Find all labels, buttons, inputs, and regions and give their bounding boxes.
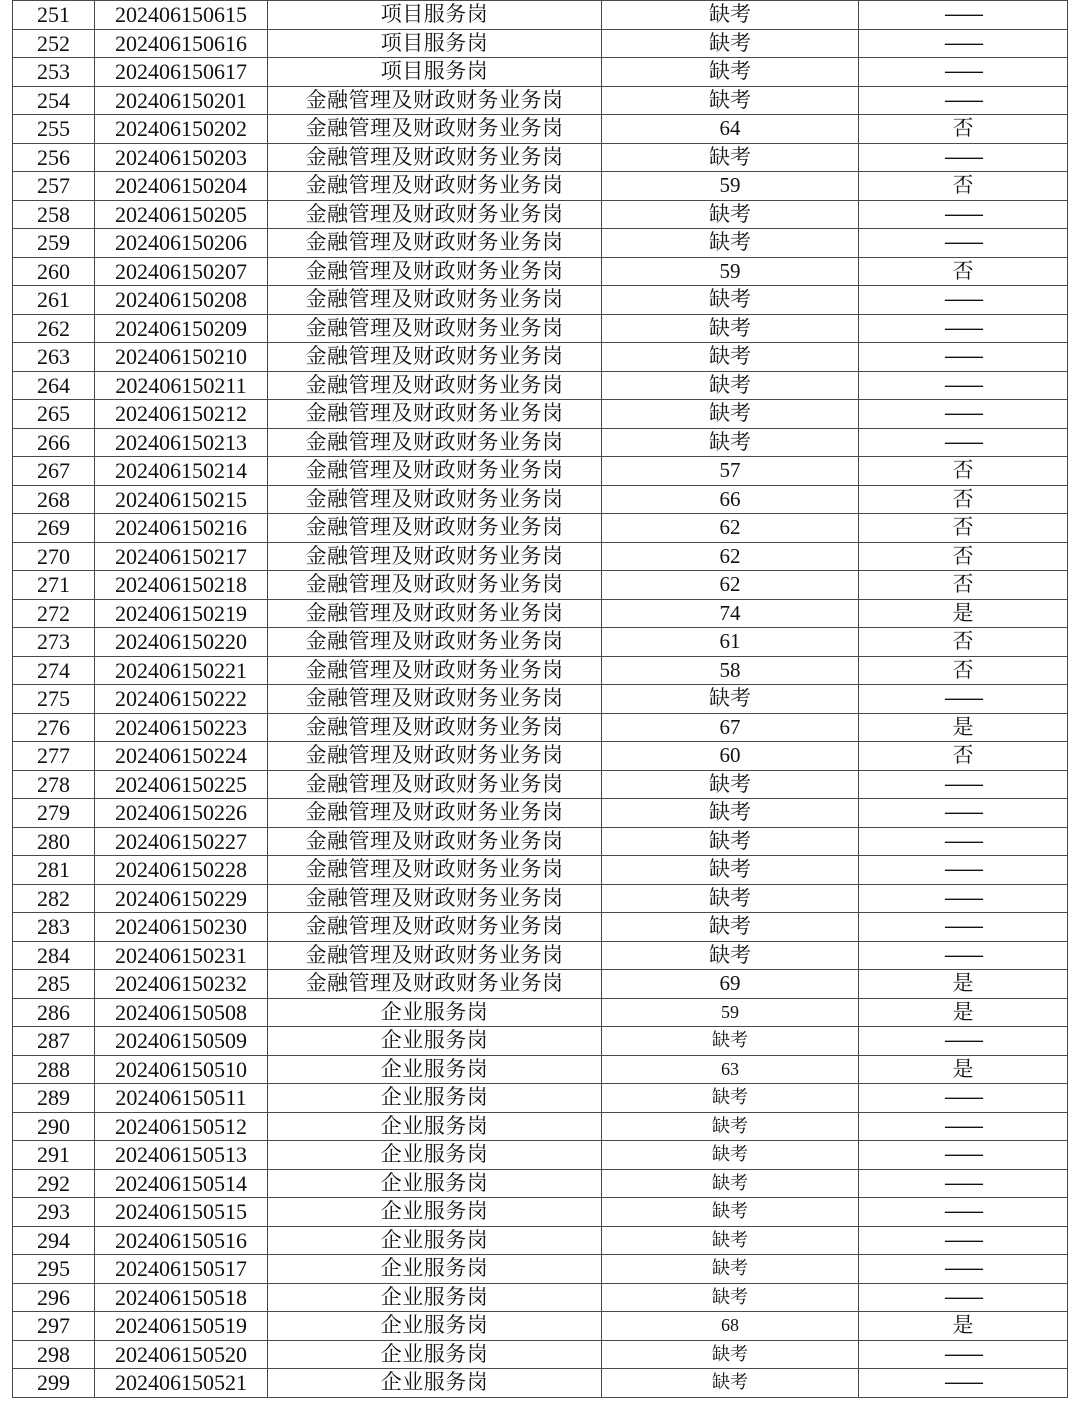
qualified-cell: 是	[859, 599, 1068, 628]
table-row	[13, 1055, 1068, 1084]
qualified-cell: 否	[859, 457, 1068, 486]
score-cell: 58	[602, 656, 859, 685]
row-number-cell: 296	[13, 1283, 95, 1312]
table-row	[13, 913, 1068, 942]
score-cell: 缺考	[602, 1141, 859, 1170]
exam-number-cell: 202406150225	[95, 770, 268, 799]
table-row	[13, 286, 1068, 315]
score-cell: 缺考	[602, 314, 859, 343]
post-name-cell: 金融管理及财政财务业务岗	[268, 86, 602, 115]
exam-number-cell: 202406150223	[95, 713, 268, 742]
row-number-cell: 297	[13, 1312, 95, 1341]
score-cell: 缺考	[602, 941, 859, 970]
exam-number-cell: 202406150210	[95, 343, 268, 372]
post-name-cell: 金融管理及财政财务业务岗	[268, 172, 602, 201]
row-number-cell: 280	[13, 827, 95, 856]
row-number-cell: 277	[13, 742, 95, 771]
score-cell: 缺考	[602, 286, 859, 315]
score-cell: 59	[602, 257, 859, 286]
table-row	[13, 1255, 1068, 1284]
exam-number-cell: 202406150517	[95, 1255, 268, 1284]
row-number-cell: 285	[13, 970, 95, 999]
row-number-cell: 278	[13, 770, 95, 799]
qualified-cell: ——	[859, 799, 1068, 828]
qualified-cell: 否	[859, 115, 1068, 144]
exam-number-cell: 202406150214	[95, 457, 268, 486]
qualified-cell: ——	[859, 941, 1068, 970]
table-row	[13, 257, 1068, 286]
table-row	[13, 1369, 1068, 1398]
post-name-cell: 金融管理及财政财务业务岗	[268, 457, 602, 486]
score-cell: 缺考	[602, 799, 859, 828]
row-number-cell: 260	[13, 257, 95, 286]
qualified-cell: ——	[859, 770, 1068, 799]
post-name-cell: 金融管理及财政财务业务岗	[268, 571, 602, 600]
qualified-cell: ——	[859, 913, 1068, 942]
post-name-cell: 企业服务岗	[268, 1369, 602, 1398]
table-row	[13, 770, 1068, 799]
qualified-cell: ——	[859, 884, 1068, 913]
row-number-cell: 299	[13, 1369, 95, 1398]
exam-number-cell: 202406150519	[95, 1312, 268, 1341]
post-name-cell: 项目服务岗	[268, 29, 602, 58]
score-cell: 缺考	[602, 1226, 859, 1255]
qualified-cell: 是	[859, 713, 1068, 742]
score-cell: 缺考	[602, 1112, 859, 1141]
qualified-cell: 否	[859, 571, 1068, 600]
table-row	[13, 1312, 1068, 1341]
score-cell: 67	[602, 713, 859, 742]
table-row	[13, 884, 1068, 913]
row-number-cell: 294	[13, 1226, 95, 1255]
table-row	[13, 457, 1068, 486]
exam-number-cell: 202406150209	[95, 314, 268, 343]
row-number-cell: 295	[13, 1255, 95, 1284]
score-cell: 缺考	[602, 827, 859, 856]
table-row	[13, 998, 1068, 1027]
row-number-cell: 258	[13, 200, 95, 229]
exam-number-cell: 202406150510	[95, 1055, 268, 1084]
post-name-cell: 金融管理及财政财务业务岗	[268, 485, 602, 514]
exam-number-cell: 202406150211	[95, 371, 268, 400]
post-name-cell: 企业服务岗	[268, 1084, 602, 1113]
row-number-cell: 290	[13, 1112, 95, 1141]
table-row	[13, 229, 1068, 258]
row-number-cell: 269	[13, 514, 95, 543]
post-name-cell: 企业服务岗	[268, 1340, 602, 1369]
score-cell: 缺考	[602, 856, 859, 885]
exam-number-cell: 202406150227	[95, 827, 268, 856]
score-cell: 缺考	[602, 400, 859, 429]
qualified-cell: ——	[859, 1141, 1068, 1170]
score-cell: 69	[602, 970, 859, 999]
exam-number-cell: 202406150207	[95, 257, 268, 286]
qualified-cell: ——	[859, 200, 1068, 229]
qualified-cell: 否	[859, 485, 1068, 514]
score-cell: 缺考	[602, 1084, 859, 1113]
table-row	[13, 1112, 1068, 1141]
post-name-cell: 企业服务岗	[268, 1112, 602, 1141]
table-row	[13, 1340, 1068, 1369]
table-row	[13, 941, 1068, 970]
qualified-cell: ——	[859, 1340, 1068, 1369]
score-cell: 缺考	[602, 200, 859, 229]
table-row	[13, 172, 1068, 201]
row-number-cell: 286	[13, 998, 95, 1027]
qualified-cell: ——	[859, 286, 1068, 315]
post-name-cell: 金融管理及财政财务业务岗	[268, 913, 602, 942]
table-row	[13, 400, 1068, 429]
score-cell: 64	[602, 115, 859, 144]
exam-number-cell: 202406150204	[95, 172, 268, 201]
row-number-cell: 255	[13, 115, 95, 144]
row-number-cell: 292	[13, 1169, 95, 1198]
exam-number-cell: 202406150216	[95, 514, 268, 543]
post-name-cell: 金融管理及财政财务业务岗	[268, 400, 602, 429]
exam-number-cell: 202406150615	[95, 1, 268, 30]
post-name-cell: 金融管理及财政财务业务岗	[268, 628, 602, 657]
score-cell: 缺考	[602, 86, 859, 115]
score-cell: 缺考	[602, 428, 859, 457]
row-number-cell: 283	[13, 913, 95, 942]
table-row	[13, 143, 1068, 172]
qualified-cell: ——	[859, 400, 1068, 429]
table-body	[13, 1, 1068, 1398]
exam-number-cell: 202406150513	[95, 1141, 268, 1170]
score-cell: 62	[602, 542, 859, 571]
table-row	[13, 713, 1068, 742]
table-row	[13, 656, 1068, 685]
score-cell: 缺考	[602, 1340, 859, 1369]
qualified-cell: ——	[859, 58, 1068, 87]
row-number-cell: 288	[13, 1055, 95, 1084]
row-number-cell: 293	[13, 1198, 95, 1227]
qualified-cell: ——	[859, 86, 1068, 115]
score-cell: 缺考	[602, 913, 859, 942]
qualified-cell: ——	[859, 856, 1068, 885]
qualified-cell: 是	[859, 970, 1068, 999]
exam-number-cell: 202406150213	[95, 428, 268, 457]
post-name-cell: 金融管理及财政财务业务岗	[268, 343, 602, 372]
row-number-cell: 266	[13, 428, 95, 457]
exam-number-cell: 202406150218	[95, 571, 268, 600]
table-row	[13, 86, 1068, 115]
post-name-cell: 金融管理及财政财务业务岗	[268, 656, 602, 685]
score-cell: 缺考	[602, 29, 859, 58]
post-name-cell: 金融管理及财政财务业务岗	[268, 314, 602, 343]
qualified-cell: 否	[859, 742, 1068, 771]
table-row	[13, 571, 1068, 600]
post-name-cell: 金融管理及财政财务业务岗	[268, 685, 602, 714]
table-row	[13, 856, 1068, 885]
table-row	[13, 371, 1068, 400]
exam-number-cell: 202406150230	[95, 913, 268, 942]
table-row	[13, 1141, 1068, 1170]
score-cell: 缺考	[602, 1283, 859, 1312]
row-number-cell: 298	[13, 1340, 95, 1369]
score-cell: 缺考	[602, 1198, 859, 1227]
results-sheet	[12, 0, 1067, 1398]
post-name-cell: 企业服务岗	[268, 998, 602, 1027]
qualified-cell: 是	[859, 1312, 1068, 1341]
post-name-cell: 金融管理及财政财务业务岗	[268, 143, 602, 172]
qualified-cell: ——	[859, 685, 1068, 714]
score-cell: 74	[602, 599, 859, 628]
qualified-cell: ——	[859, 1198, 1068, 1227]
exam-number-cell: 202406150516	[95, 1226, 268, 1255]
post-name-cell: 企业服务岗	[268, 1027, 602, 1056]
score-cell: 缺考	[602, 685, 859, 714]
table-row	[13, 542, 1068, 571]
score-cell: 63	[602, 1055, 859, 1084]
post-name-cell: 企业服务岗	[268, 1198, 602, 1227]
exam-number-cell: 202406150518	[95, 1283, 268, 1312]
table-row	[13, 343, 1068, 372]
post-name-cell: 金融管理及财政财务业务岗	[268, 856, 602, 885]
score-cell: 66	[602, 485, 859, 514]
exam-number-cell: 202406150220	[95, 628, 268, 657]
exam-number-cell: 202406150201	[95, 86, 268, 115]
table-row	[13, 685, 1068, 714]
table-row	[13, 1198, 1068, 1227]
qualified-cell: ——	[859, 1, 1068, 30]
exam-number-cell: 202406150509	[95, 1027, 268, 1056]
qualified-cell: 否	[859, 514, 1068, 543]
table-row	[13, 29, 1068, 58]
post-name-cell: 金融管理及财政财务业务岗	[268, 884, 602, 913]
post-name-cell: 项目服务岗	[268, 1, 602, 30]
exam-number-cell: 202406150228	[95, 856, 268, 885]
post-name-cell: 金融管理及财政财务业务岗	[268, 799, 602, 828]
qualified-cell: 否	[859, 542, 1068, 571]
score-cell: 缺考	[602, 884, 859, 913]
score-cell: 缺考	[602, 229, 859, 258]
exam-number-cell: 202406150217	[95, 542, 268, 571]
qualified-cell: 否	[859, 656, 1068, 685]
score-cell: 59	[602, 998, 859, 1027]
exam-number-cell: 202406150231	[95, 941, 268, 970]
row-number-cell: 263	[13, 343, 95, 372]
table-row	[13, 628, 1068, 657]
post-name-cell: 金融管理及财政财务业务岗	[268, 542, 602, 571]
row-number-cell: 254	[13, 86, 95, 115]
score-cell: 57	[602, 457, 859, 486]
score-cell: 缺考	[602, 343, 859, 372]
table-row	[13, 1283, 1068, 1312]
table-row	[13, 827, 1068, 856]
score-cell: 缺考	[602, 770, 859, 799]
post-name-cell: 金融管理及财政财务业务岗	[268, 371, 602, 400]
row-number-cell: 289	[13, 1084, 95, 1113]
score-cell: 68	[602, 1312, 859, 1341]
post-name-cell: 企业服务岗	[268, 1312, 602, 1341]
qualified-cell: ——	[859, 229, 1068, 258]
table-row	[13, 514, 1068, 543]
row-number-cell: 256	[13, 143, 95, 172]
table-row	[13, 1169, 1068, 1198]
post-name-cell: 金融管理及财政财务业务岗	[268, 599, 602, 628]
qualified-cell: ——	[859, 1084, 1068, 1113]
row-number-cell: 291	[13, 1141, 95, 1170]
qualified-cell: ——	[859, 1112, 1068, 1141]
post-name-cell: 金融管理及财政财务业务岗	[268, 941, 602, 970]
table-row	[13, 599, 1068, 628]
qualified-cell: ——	[859, 29, 1068, 58]
table-row	[13, 200, 1068, 229]
row-number-cell: 257	[13, 172, 95, 201]
qualified-cell: ——	[859, 1169, 1068, 1198]
exam-number-cell: 202406150203	[95, 143, 268, 172]
score-cell: 缺考	[602, 1255, 859, 1284]
qualified-cell: ——	[859, 428, 1068, 457]
row-number-cell: 267	[13, 457, 95, 486]
post-name-cell: 企业服务岗	[268, 1169, 602, 1198]
row-number-cell: 274	[13, 656, 95, 685]
exam-number-cell: 202406150215	[95, 485, 268, 514]
exam-results-table	[12, 0, 1068, 1398]
qualified-cell: ——	[859, 1027, 1068, 1056]
qualified-cell: 否	[859, 257, 1068, 286]
qualified-cell: ——	[859, 1226, 1068, 1255]
table-row	[13, 1084, 1068, 1113]
exam-number-cell: 202406150221	[95, 656, 268, 685]
post-name-cell: 企业服务岗	[268, 1255, 602, 1284]
qualified-cell: ——	[859, 343, 1068, 372]
row-number-cell: 271	[13, 571, 95, 600]
row-number-cell: 279	[13, 799, 95, 828]
table-row	[13, 799, 1068, 828]
post-name-cell: 金融管理及财政财务业务岗	[268, 428, 602, 457]
post-name-cell: 金融管理及财政财务业务岗	[268, 970, 602, 999]
row-number-cell: 251	[13, 1, 95, 30]
exam-number-cell: 202406150205	[95, 200, 268, 229]
row-number-cell: 272	[13, 599, 95, 628]
row-number-cell: 273	[13, 628, 95, 657]
exam-number-cell: 202406150208	[95, 286, 268, 315]
row-number-cell: 282	[13, 884, 95, 913]
row-number-cell: 275	[13, 685, 95, 714]
qualified-cell: 是	[859, 1055, 1068, 1084]
post-name-cell: 项目服务岗	[268, 58, 602, 87]
post-name-cell: 企业服务岗	[268, 1141, 602, 1170]
score-cell: 缺考	[602, 1027, 859, 1056]
row-number-cell: 284	[13, 941, 95, 970]
row-number-cell: 261	[13, 286, 95, 315]
post-name-cell: 企业服务岗	[268, 1226, 602, 1255]
table-row	[13, 1027, 1068, 1056]
exam-number-cell: 202406150508	[95, 998, 268, 1027]
post-name-cell: 企业服务岗	[268, 1283, 602, 1312]
post-name-cell: 企业服务岗	[268, 1055, 602, 1084]
row-number-cell: 287	[13, 1027, 95, 1056]
exam-number-cell: 202406150202	[95, 115, 268, 144]
table-row	[13, 1226, 1068, 1255]
post-name-cell: 金融管理及财政财务业务岗	[268, 713, 602, 742]
post-name-cell: 金融管理及财政财务业务岗	[268, 229, 602, 258]
qualified-cell: ——	[859, 1283, 1068, 1312]
post-name-cell: 金融管理及财政财务业务岗	[268, 827, 602, 856]
qualified-cell: ——	[859, 371, 1068, 400]
score-cell: 59	[602, 172, 859, 201]
exam-number-cell: 202406150222	[95, 685, 268, 714]
table-row	[13, 742, 1068, 771]
qualified-cell: 是	[859, 998, 1068, 1027]
post-name-cell: 金融管理及财政财务业务岗	[268, 514, 602, 543]
row-number-cell: 268	[13, 485, 95, 514]
table-row	[13, 1, 1068, 30]
score-cell: 缺考	[602, 143, 859, 172]
qualified-cell: ——	[859, 1255, 1068, 1284]
row-number-cell: 276	[13, 713, 95, 742]
exam-number-cell: 202406150206	[95, 229, 268, 258]
exam-number-cell: 202406150520	[95, 1340, 268, 1369]
exam-number-cell: 202406150617	[95, 58, 268, 87]
exam-number-cell: 202406150511	[95, 1084, 268, 1113]
exam-number-cell: 202406150224	[95, 742, 268, 771]
exam-number-cell: 202406150512	[95, 1112, 268, 1141]
post-name-cell: 金融管理及财政财务业务岗	[268, 257, 602, 286]
exam-number-cell: 202406150212	[95, 400, 268, 429]
row-number-cell: 253	[13, 58, 95, 87]
post-name-cell: 金融管理及财政财务业务岗	[268, 200, 602, 229]
row-number-cell: 270	[13, 542, 95, 571]
exam-number-cell: 202406150219	[95, 599, 268, 628]
score-cell: 62	[602, 571, 859, 600]
post-name-cell: 金融管理及财政财务业务岗	[268, 742, 602, 771]
post-name-cell: 金融管理及财政财务业务岗	[268, 770, 602, 799]
row-number-cell: 252	[13, 29, 95, 58]
table-row	[13, 115, 1068, 144]
row-number-cell: 259	[13, 229, 95, 258]
exam-number-cell: 202406150232	[95, 970, 268, 999]
score-cell: 缺考	[602, 371, 859, 400]
exam-number-cell: 202406150521	[95, 1369, 268, 1398]
qualified-cell: ——	[859, 1369, 1068, 1398]
post-name-cell: 金融管理及财政财务业务岗	[268, 286, 602, 315]
exam-number-cell: 202406150616	[95, 29, 268, 58]
row-number-cell: 265	[13, 400, 95, 429]
table-row	[13, 58, 1068, 87]
table-row	[13, 314, 1068, 343]
qualified-cell: 否	[859, 628, 1068, 657]
post-name-cell: 金融管理及财政财务业务岗	[268, 115, 602, 144]
score-cell: 缺考	[602, 1369, 859, 1398]
exam-number-cell: 202406150229	[95, 884, 268, 913]
score-cell: 缺考	[602, 1, 859, 30]
qualified-cell: ——	[859, 143, 1068, 172]
qualified-cell: 否	[859, 172, 1068, 201]
score-cell: 62	[602, 514, 859, 543]
score-cell: 61	[602, 628, 859, 657]
table-row	[13, 970, 1068, 999]
row-number-cell: 262	[13, 314, 95, 343]
table-row	[13, 485, 1068, 514]
qualified-cell: ——	[859, 827, 1068, 856]
score-cell: 60	[602, 742, 859, 771]
row-number-cell: 281	[13, 856, 95, 885]
table-row	[13, 428, 1068, 457]
exam-number-cell: 202406150226	[95, 799, 268, 828]
score-cell: 缺考	[602, 1169, 859, 1198]
exam-number-cell: 202406150514	[95, 1169, 268, 1198]
qualified-cell: ——	[859, 314, 1068, 343]
exam-number-cell: 202406150515	[95, 1198, 268, 1227]
score-cell: 缺考	[602, 58, 859, 87]
row-number-cell: 264	[13, 371, 95, 400]
